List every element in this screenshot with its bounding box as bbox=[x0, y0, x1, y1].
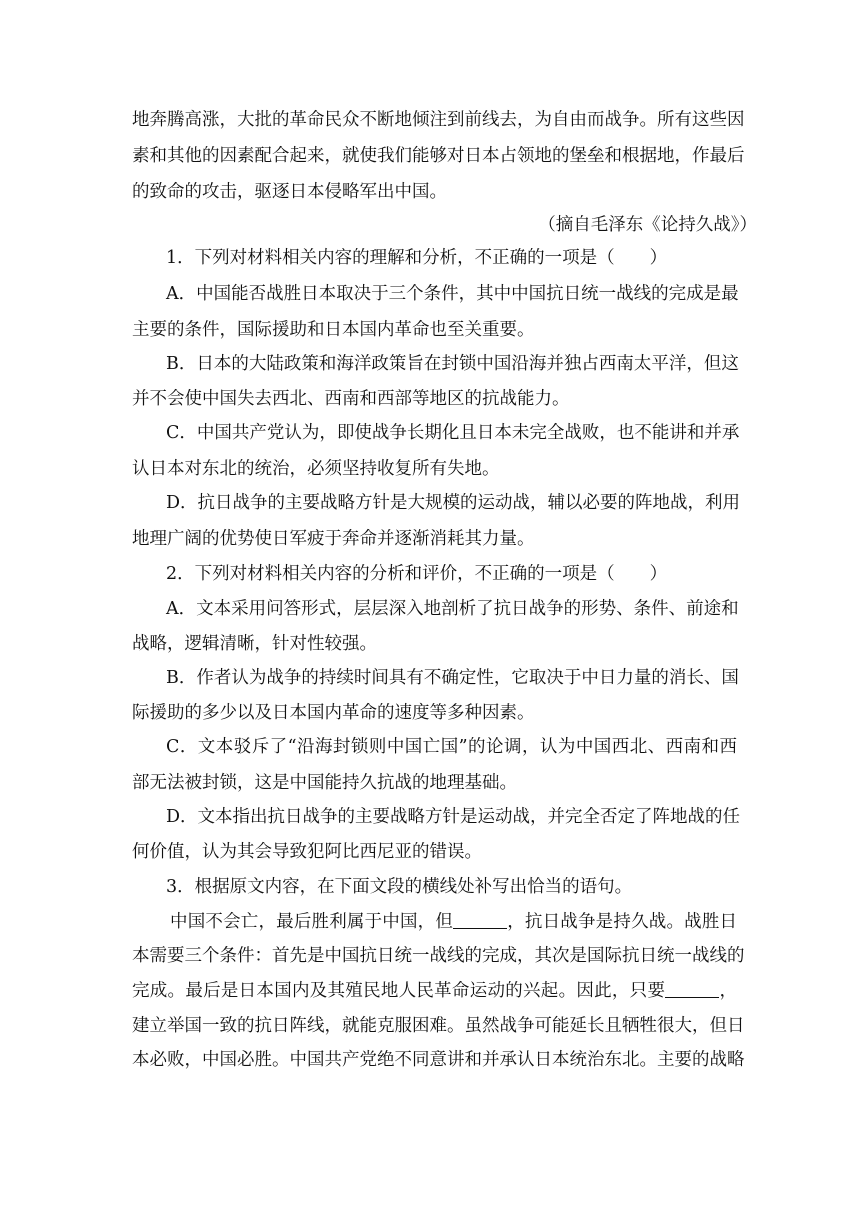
q3-passage-line-1 bbox=[170, 910, 737, 934]
q2-option-b: B．作者认为战争的持续时间具有不确定性，它取决于中日力量的消长、国 bbox=[166, 668, 739, 688]
q2-option-a: A．文本采用问答形式，层层深入地剖析了抗日战争的形势、条件、前途和 bbox=[166, 599, 739, 619]
question-2-stem: 2．下列对材料相关内容的分析和评价，不正确的一项是（ ） bbox=[166, 564, 668, 584]
q1-option-d-cont: 地理广阔的优势使日军疲于奔命并逐渐消耗其力量。 bbox=[132, 529, 535, 549]
q2-option-b-cont: 际援助的多少以及日本国内革命的速度等多种因素。 bbox=[132, 703, 535, 723]
answer-blank-2[interactable] bbox=[665, 981, 719, 998]
q2-option-d-cont: 何价值，认为其会导致犯阿比西尼亚的错误。 bbox=[132, 842, 482, 862]
passage-line: 地奔腾高涨，大批的革命民众不断地倾注到前线去，为自由而战争。所有这些因 bbox=[132, 110, 745, 130]
q3-text: ，抗日战争是持久战。战胜日 bbox=[507, 912, 738, 932]
q2-option-c-cont: 部无法被封锁，这是中国能持久抗战的地理基础。 bbox=[132, 773, 517, 793]
q1-option-c: C．中国共产党认为，即使战争长期化且日本未完全战败，也不能讲和并承 bbox=[166, 423, 740, 443]
q3-passage-line-4: 建立举国一致的抗日阵线，就能克服困难。虽然战争可能延长且牺牲很大，但日 bbox=[132, 1016, 745, 1036]
q3-passage-line-5: 本必败，中国必胜。中国共产党绝不同意讲和并承认日本统治东北。主要的战略 bbox=[132, 1050, 745, 1070]
source-citation: （摘自毛泽东《论持久战》） bbox=[538, 215, 757, 235]
q3-passage-line-2: 本需要三个条件：首先是中国抗日统一战线的完成，其次是国际抗日统一战线的 bbox=[132, 946, 745, 966]
q1-option-d: D．抗日战争的主要战略方针是大规模的运动战，辅以必要的阵地战，利用 bbox=[166, 493, 741, 513]
q1-option-c-cont: 认日本对东北的统治，必须坚持收复所有失地。 bbox=[132, 459, 500, 479]
answer-blank-1[interactable] bbox=[453, 912, 507, 929]
q1-option-a-cont: 主要的条件，国际援助和日本国内革命也至关重要。 bbox=[132, 320, 535, 340]
q3-text: 中国不会亡，最后胜利属于中国，但 bbox=[170, 912, 454, 932]
q1-option-a: A．中国能否战胜日本取决于三个条件，其中中国抗日统一战线的完成是最 bbox=[166, 284, 739, 304]
question-1-stem: 1．下列对材料相关内容的理解和分析，不正确的一项是（ ） bbox=[166, 248, 668, 268]
q3-text: 完成。最后是日本国内及其殖民地人民革命运动的兴起。因此，只要 bbox=[132, 981, 666, 1001]
question-3-stem: 3．根据原文内容，在下面文段的横线处补写出恰当的语句。 bbox=[166, 877, 633, 897]
q2-option-d: D．文本指出抗日战争的主要战略方针是运动战，并完全否定了阵地战的任 bbox=[166, 807, 741, 827]
q3-text: ， bbox=[719, 981, 738, 1001]
q1-option-b: B．日本的大陆政策和海洋政策旨在封锁中国沿海并独占西南太平洋，但这 bbox=[166, 354, 739, 374]
passage-line: 的致命的攻击，驱逐日本侵略军出中国。 bbox=[132, 182, 447, 202]
q3-passage-line-3 bbox=[132, 979, 737, 1003]
q2-option-a-cont: 战略，逻辑清晰，针对性较强。 bbox=[132, 634, 377, 654]
q2-option-c: C．文本驳斥了“沿海封锁则中国亡国”的论调，认为中国西北、西南和西 bbox=[166, 737, 737, 757]
passage-line: 素和其他的因素配合起来，就使我们能够对日本占领地的堡垒和根据地，作最后 bbox=[132, 146, 745, 166]
q1-option-b-cont: 并不会使中国失去西北、西南和西部等地区的抗战能力。 bbox=[132, 389, 570, 409]
